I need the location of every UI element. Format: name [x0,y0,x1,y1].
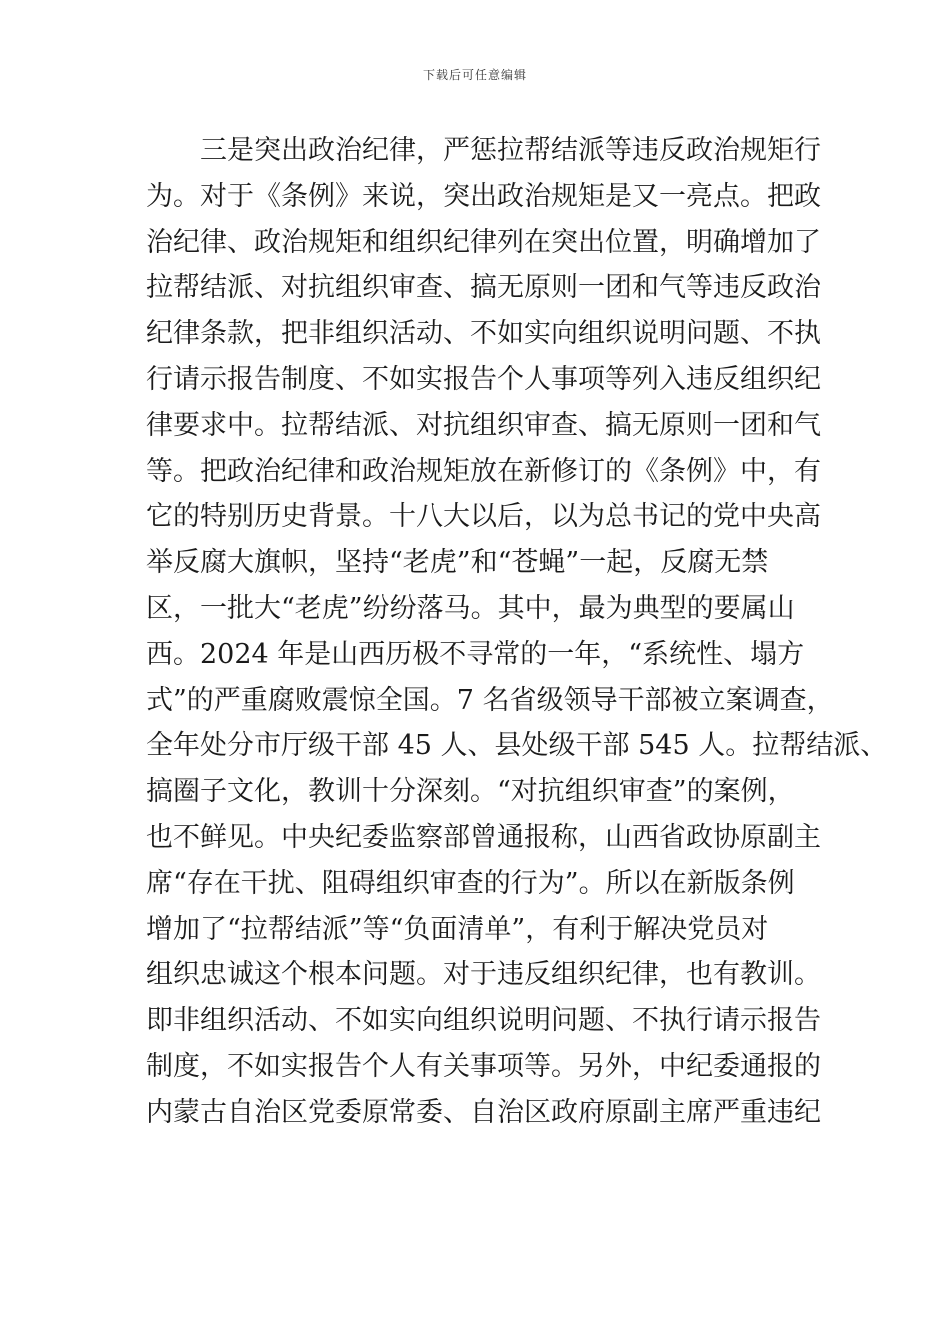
body-paragraph [146,128,888,1136]
text-line: 拉帮结派、对抗组织审查、搞无原则一团和气等违反政治 [146,272,821,304]
text-line: 西。2024 年是山西历极不寻常的一年，“系统性、塌方 [146,638,805,670]
text-line: 三是突出政治纪律，严惩拉帮结派等违反政治规矩行 [200,135,821,166]
text-line: 纪律条款，把非组织活动、不如实向组织说明问题、不执 [146,318,821,350]
text-line: 制度，不如实报告个人有关事项等。另外，中纪委通报的 [146,1050,821,1082]
text-line: 律要求中。拉帮结派、对抗组织审查、搞无原则一团和气 [146,409,821,441]
text-line: 区，一批大“老虎”纷纷落马。其中，最为典型的要属山 [146,592,795,624]
text-line: 增加了“拉帮结派”等“负面清单”，有利于解决党员对 [146,913,769,945]
text-line: 治纪律、政治规矩和组织纪律列在突出位置，明确增加了 [146,226,821,258]
text-line: 内蒙古自治区党委原常委、自治区政府原副主席严重违纪 [146,1096,821,1128]
text-line: 式”的严重腐败震惊全国。7 名省级领导干部被立案调查， [146,684,834,716]
text-line: 搞圈子文化，教训十分深刻。“对抗组织审查”的案例， [146,776,795,808]
text-line: 为。对于《条例》来说，突出政治规矩是又一亮点。把政 [146,180,821,212]
text-line: 它的特别历史背景。十八大以后，以为总书记的党中央高 [146,501,821,533]
text-line: 也不鲜见。中央纪委监察部曾通报称，山西省政协原副主 [146,821,821,853]
text-line: 全年处分市厅级干部 45 人、县处级干部 545 人。拉帮结派、 [146,730,888,762]
header-note: 下载后可任意编辑 [422,68,527,82]
text-line: 举反腐大旗帜，坚持“老虎”和“苍蝇”一起，反腐无禁 [146,547,769,579]
text-line: 即非组织活动、不如实向组织说明问题、不执行请示报告 [146,1005,821,1037]
text-line: 组织忠诚这个根本问题。对于违反组织纪律，也有教训。 [146,959,821,991]
text-line: 行请示报告制度、不如实报告个人事项等列入违反组织纪 [146,363,821,395]
text-line: 等。把政治纪律和政治规矩放在新修订的《条例》中，有 [146,455,821,487]
text-line: 席“存在干扰、阻碍组织审查的行为”。所以在新版条例 [146,867,795,899]
